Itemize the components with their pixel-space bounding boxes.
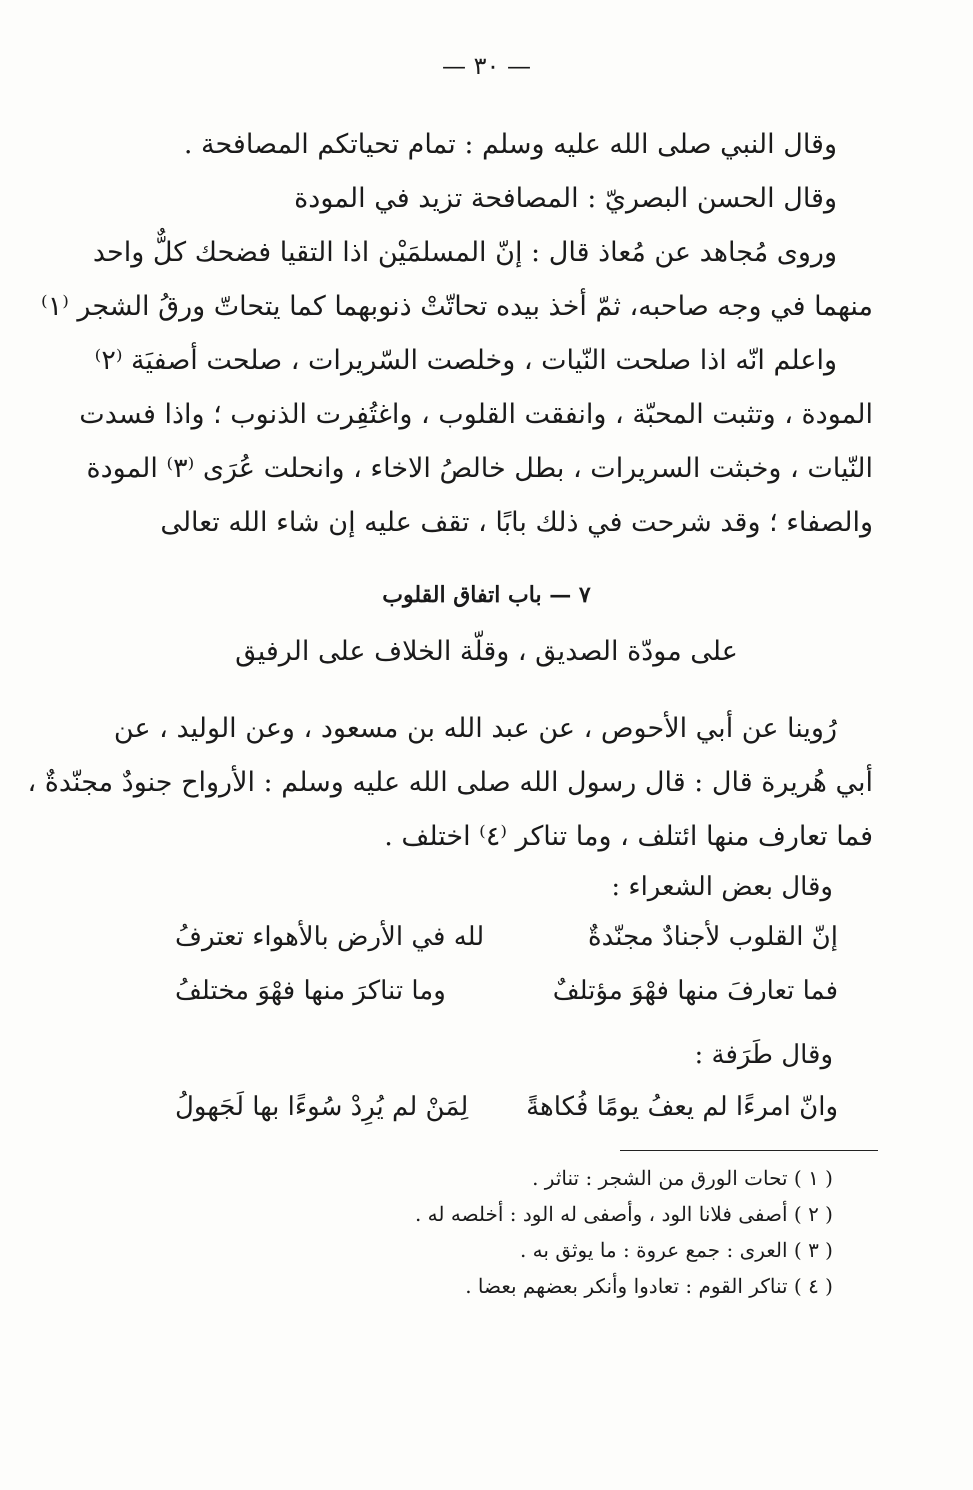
body-text-hadith bbox=[27, 702, 873, 864]
text-line: أبي هُريرة قال : قال رسول الله صلى الله عليه وسلم : الأرواح جنودٌ مجنّدةٌ ، bbox=[27, 767, 873, 798]
text-line: المودة ، وتثبت المحبّة ، وانفقت القلوب ، واغتُفِرت الذنوب ؛ واذا فسدت bbox=[79, 399, 873, 430]
verse-first-hemistich: فما تعارفَ منها فهْوَ مؤتلفٌ bbox=[552, 976, 838, 1006]
chapter-title: ٧ — باب اتفاق القلوب bbox=[382, 582, 591, 608]
poem-intro: وقال بعض الشعراء : bbox=[611, 872, 833, 902]
footnote-1: ( ١ ) تحات الورق من الشجر : تناثر . bbox=[532, 1166, 833, 1190]
verse-second-hemistich: لِمَنْ لم يُرِدْ سُوءًا بها لَجَهولُ bbox=[175, 1092, 469, 1122]
footnote-4: ( ٤ ) تناكر القوم : تعادوا وأنكر بعضهم بعضا . bbox=[465, 1274, 833, 1298]
text-line: وقال الحسن البصريّ : المصافحة تزيد في المودة bbox=[294, 183, 837, 214]
poem-verse bbox=[175, 1092, 838, 1136]
text-line: وقال النبي صلى الله عليه وسلم : تمام تحياتكم المصافحة . bbox=[183, 129, 837, 160]
footnote-2: ( ٢ ) أصفى فلانا الود ، وأصفى له الود : أخلصه له . bbox=[414, 1202, 833, 1226]
paragraph-hasan-basri bbox=[145, 172, 873, 226]
page-number: — ٣٠ — bbox=[441, 52, 532, 80]
verse-second-hemistich: لله في الأرض بالأهواء تعترفُ bbox=[175, 922, 485, 952]
verse-second-hemistich: وما تناكرَ منها فهْوَ مختلفُ bbox=[175, 976, 446, 1006]
text-line: وروى مُجاهد عن مُعاذ قال : إنّ المسلمَيْن اذا التقيا فضحك كلٌّ واحد bbox=[92, 237, 837, 268]
poem-verse bbox=[175, 922, 838, 966]
text-line: منهما في وجه صاحبه، ثمّ أخذ بيده تحاتّتْ ذنوبهما كما يتحاتّ ورقُ الشجر ⁽١⁾ bbox=[41, 291, 873, 322]
footnote-3: ( ٣ ) العرى : جمع عروة : ما يوثق به . bbox=[519, 1238, 833, 1262]
poem-intro: وقال طَرَفة : bbox=[694, 1040, 833, 1070]
paragraph-prophet-saying bbox=[145, 118, 873, 172]
poem-verse bbox=[175, 976, 838, 1020]
text-line: رُوينا عن أبي الأحوص ، عن عبد الله بن مسعود ، وعن الوليد ، عن bbox=[113, 713, 837, 744]
text-line: واعلم انّه اذا صلحت النّيات ، وخلصت السّريرات ، صلحت أصفيَة ⁽٢⁾ bbox=[94, 345, 837, 376]
paragraph-mujahid bbox=[41, 226, 873, 334]
footnotes bbox=[415, 1160, 833, 1304]
text-line: فما تعارف منها ائتلف ، وما تناكر ⁽٤⁾ اختلف . bbox=[384, 821, 873, 852]
footnote-divider bbox=[620, 1150, 878, 1151]
chapter-subtitle: على مودّة الصديق ، وقلّة الخلاف على الرفيق bbox=[235, 636, 738, 667]
body-text-top bbox=[41, 118, 873, 550]
text-line: والصفاء ؛ وقد شرحت في ذلك بابًا ، تقف عليه إن شاء الله تعالى bbox=[160, 507, 873, 538]
paragraph-hadith bbox=[27, 702, 873, 864]
paragraph-intentions bbox=[79, 334, 873, 550]
text-line: النّيات ، وخبثت السريرات ، بطل خالصُ الاخاء ، وانحلت عُرَى ⁽٣⁾ المودة bbox=[86, 453, 873, 484]
verse-first-hemistich: وانّ امرءًا لم يعفُ يومًا فُكاهةً bbox=[526, 1092, 838, 1122]
verse-first-hemistich: إنّ القلوب لأجنادٌ مجنّدةٌ bbox=[588, 922, 838, 952]
